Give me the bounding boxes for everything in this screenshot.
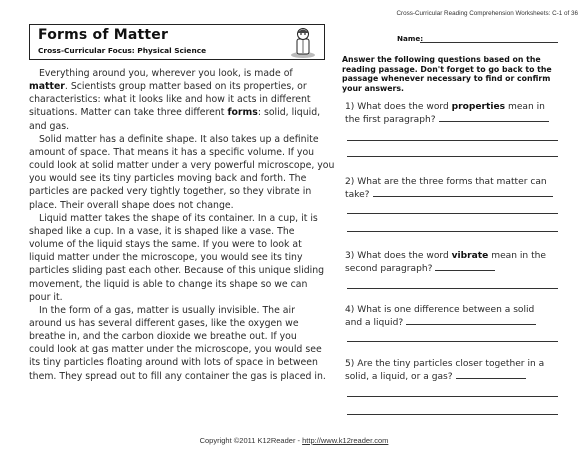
question-2: 2) What are the three forms that matter can take? xyxy=(345,176,560,202)
answer-line[interactable] xyxy=(347,231,558,232)
answer-line[interactable] xyxy=(347,396,558,397)
passage-line: Solid matter has a definite shape. It also takes up a definite xyxy=(39,133,319,145)
scientist-mascot-icon xyxy=(286,25,320,59)
passage-line: particles are packed very tightly together, so they vibrate in xyxy=(29,186,312,198)
passage-line: them. They spread out to fill any container the gas is placed in. xyxy=(29,370,326,382)
name-label: Name: xyxy=(397,34,424,43)
passage-line: could look at solid matter under a very powerful microscope, you xyxy=(29,160,335,172)
worksheet-series-label: Cross-Curricular Reading Comprehension Worksheets: C-1 of 36 xyxy=(396,10,578,17)
reading-passage xyxy=(29,67,335,383)
question-5: 5) Are the tiny particles closer together in a solid, a liquid, or a gas? xyxy=(345,359,545,382)
passage-line: place. Their overall shape does not change. xyxy=(29,199,234,211)
term-forms: forms xyxy=(227,107,258,119)
passage-line: breathe in, and the carbon dioxide we breathe out. If you xyxy=(29,331,297,343)
answer-line[interactable] xyxy=(347,156,558,157)
passage-line: volume of the liquid stays the same. If you were to look at xyxy=(29,239,302,251)
term-properties: properties xyxy=(451,102,506,112)
answer-blank[interactable] xyxy=(373,189,553,197)
answer-line[interactable] xyxy=(347,140,558,141)
passage-line: situations. Matter can take three different forms: solid, liquid, xyxy=(29,107,321,119)
question-1: 1) What does the word properties mean in the first paragraph? xyxy=(345,101,560,127)
passage-line: movement, the liquid is able to change its shape so we can xyxy=(29,278,308,290)
answer-blank[interactable] xyxy=(435,263,495,271)
passage-line: around us has several different gases, like the oxygen we xyxy=(29,317,299,329)
focus-subtitle: Cross-Curricular Focus: Physical Science xyxy=(38,46,207,55)
answer-line[interactable] xyxy=(347,288,558,289)
footer xyxy=(0,436,588,445)
passage-line: shaped like a cup. In a vase, it is shaped like a vase. The xyxy=(29,225,295,237)
term-vibrate: vibrate xyxy=(451,251,489,261)
question-4: 4) What is one difference between a solid and a liquid? xyxy=(345,305,535,328)
passage-line: its tiny particles floating around with lots of space in between xyxy=(29,357,318,369)
passage-line: In the form of a gas, matter is usually invisible. The air xyxy=(39,304,295,316)
answer-line[interactable] xyxy=(347,414,558,415)
answer-blank[interactable] xyxy=(406,317,536,325)
answer-blank[interactable] xyxy=(439,114,549,122)
passage-line: pour it. xyxy=(29,291,63,303)
answer-line[interactable] xyxy=(347,213,558,214)
passage-line: matter. Scientists group matter based on its properties, or xyxy=(29,81,307,93)
passage-line: liquid matter under the microscope, you would see its tiny xyxy=(29,252,303,264)
passage-line: and gas. xyxy=(29,120,70,132)
title-box xyxy=(29,24,325,60)
passage-line: characteristics: what it looks like and how it acts in different xyxy=(29,94,311,106)
passage-line: you would see its tiny particles moving back and forth. The xyxy=(29,173,307,185)
passage-line: particles sliding past each other. Because of this unique sliding xyxy=(29,265,325,277)
name-field[interactable] xyxy=(420,42,558,43)
worksheet-title: Forms of Matter xyxy=(38,27,169,43)
term-matter: matter xyxy=(29,81,65,93)
answer-line[interactable] xyxy=(347,341,558,342)
question-3: 3) What does the word vibrate mean in the second paragraph? xyxy=(345,251,547,274)
copyright-text: Copyright ©2011 K12Reader - xyxy=(199,436,303,445)
instructions: Answer the following questions based on the reading passage. Don't forget to go back to the passage whenever necessary to find or confirm your answers. xyxy=(342,55,552,94)
passage-line: Everything around you, wherever you look, is made of xyxy=(39,68,293,79)
k12reader-link[interactable]: http://www.k12reader.com xyxy=(302,436,389,445)
passage-line: amount of space. That means it has a specific volume. If you xyxy=(29,146,315,158)
passage-line: Liquid matter takes the shape of its container. In a cup, it is xyxy=(39,212,318,224)
passage-line: could look at gas matter under the microscope, you would see xyxy=(29,344,322,356)
answer-blank[interactable] xyxy=(456,371,526,379)
